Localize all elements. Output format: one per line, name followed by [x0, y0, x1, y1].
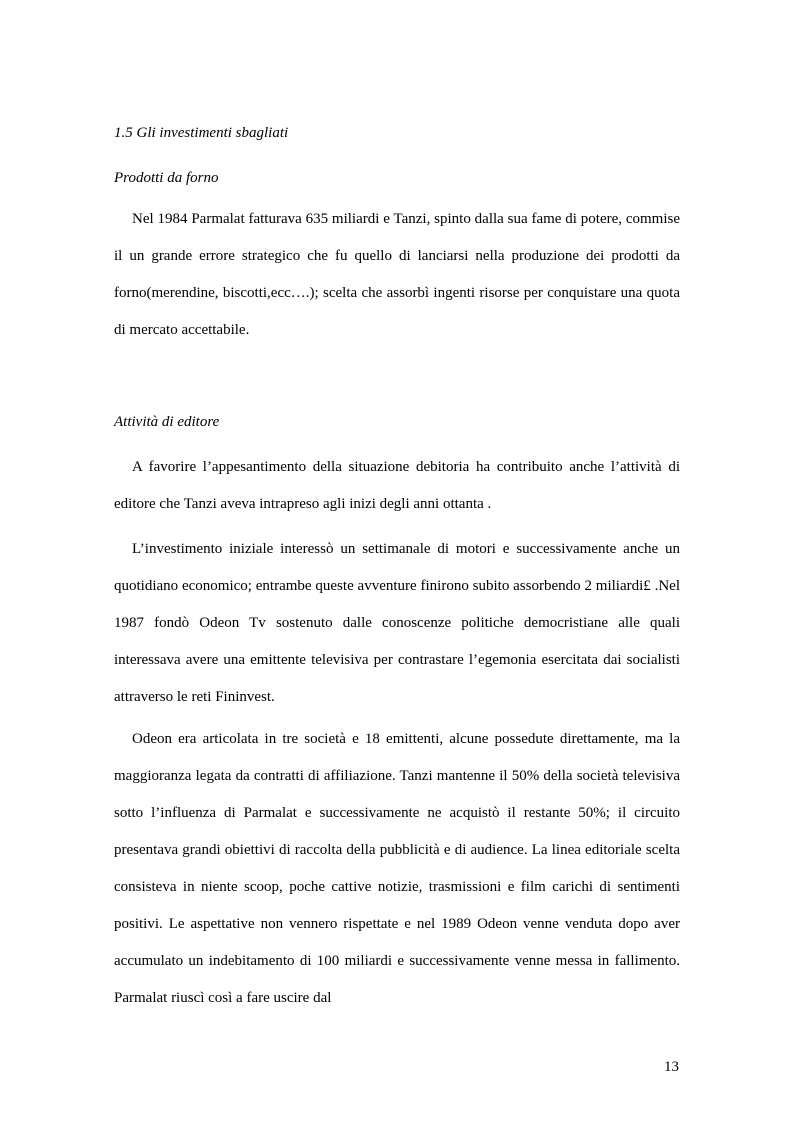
paragraph-odeon: Odeon era articolata in tre società e 18 emittenti, alcune possedute direttamente, ma la maggioranza legata da contratti di affiliazione. Tanzi mantenne il 50% della società televisiva sotto l’influenza di Parmalat e successivamente ne acquistò il restante 50%; il circuito presentava grandi obiettivi di raccolta della pubblicità e di audience. La linea editoriale scelta consisteva in niente scoop, poche cattive notizie, trasmissioni e film carichi di sentimenti positivi. Le aspettative non vennero rispettate e nel 1989 Odeon venne venduta dopo aver accumulato un indebitamento di 100 miliardi e successivamente venne messa in fallimento. Parmalat riuscì così a fare uscire dal: [114, 731, 680, 1006]
paragraph-prodotti-da-forno: Nel 1984 Parmalat fatturava 635 miliardi e Tanzi, spinto dalla sua fame di potere, commise il un grande errore strategico che fu quello di lanciarsi nella produzione dei prodotti da forno(merendine, biscotti,ecc….); scelta che assorbì ingenti risorse per conquistare una quota di mercato accettabile.: [114, 211, 680, 338]
subsection-title-attivita-di-editore: Attività di editore: [114, 414, 220, 430]
paragraph-investimento-iniziale: L’investimento iniziale interessò un settimanale di motori e successivamente anche un quotidiano economico; entrambe queste avventure finirono subito assorbendo 2 miliardi£ .Nel 1987 fondò Odeon Tv sostenuto dalle conoscenze politiche democristiane alle quali interessava avere una emittente televisiva per contrastare l’egemonia esercitata dai socialisti attraverso le reti Fininvest.: [114, 541, 680, 705]
section-title: 1.5 Gli investimenti sbagliati: [114, 125, 289, 141]
page-number: 13: [664, 1059, 679, 1075]
subsection-title-prodotti-da-forno: Prodotti da forno: [114, 170, 219, 186]
paragraph-editore-intro: A favorire l’appesantimento della situazione debitoria ha contribuito anche l’attività di editore che Tanzi aveva intrapreso agli inizi degli anni ottanta .: [114, 459, 680, 512]
